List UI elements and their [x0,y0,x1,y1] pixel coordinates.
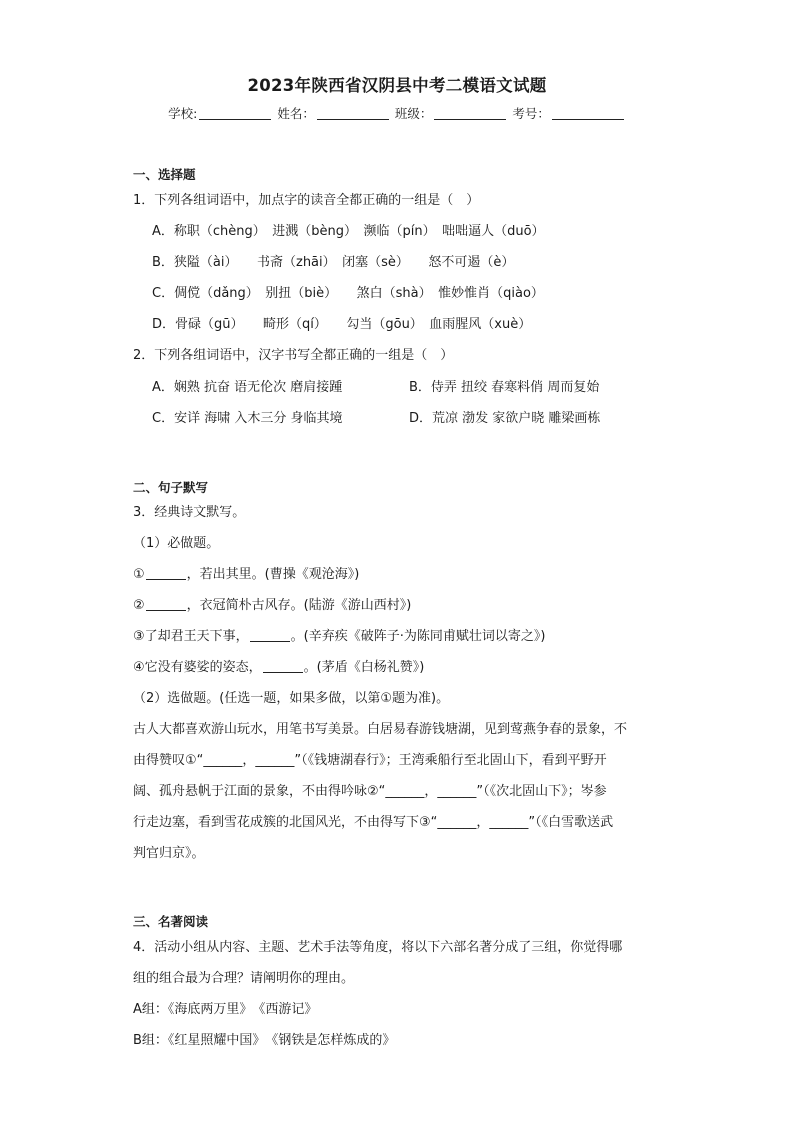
q1-option-a: A．称职（chèng） 进溅（bèng） 濒临（pín） 咄咄逼人（duō） [152,224,545,239]
q3-item-3: ③了却君王天下事， 。(辛弃疾《破阵子·为陈同甫赋壮词以寄之》) [133,629,546,644]
q3-item-4: ④它没有婆娑的姿态， 。(茅盾《白杨礼赞》) [133,660,425,675]
section-heading-dictation: 二、句子默写 [133,480,209,495]
q1-option-b: B．狭隘（ài） 书斋（zhāi） 闭塞（sè） 怒不可遏（è） [152,255,515,270]
section-heading-classics: 三、名著阅读 [133,914,209,929]
exam-no-blank[interactable] [552,106,624,120]
q3-item-2: ② ，衣冠简朴古风存。(陆游《游山西村》) [133,598,412,613]
paragraph-line: 由得赞叹①“______，______”（《钱塘湖春行》；王湾乘船行至北固山下，看到平野开 [133,753,607,768]
q2-option-b: B．侍弄 扭绞 春寒料俏 周而复始 [409,380,600,395]
q1-stem: 1．下列各组词语中，加点字的读音全都正确的一组是（ ） [133,193,480,208]
paragraph-line: 判官归京》。 [133,846,205,861]
q3-item-1: ① ，若出其里。(曹操《观沧海》) [133,567,360,582]
item-number: ① [133,567,145,582]
q3-part2: （2）选做题。(任选一题，如果多做，以第①题为准)。 [133,691,450,706]
q3-stem: 3．经典诗文默写。 [133,505,246,520]
item-number: ② [133,598,145,613]
q1-option-c: C．倜傥（dǎng） 别扭（biè） 煞白（shà） 惟妙惟肖（qiào） [152,286,544,301]
class-blank[interactable] [434,106,506,120]
group-b: B组：《红星照耀中国》 《钢铁是怎样炼成的》 [133,1033,396,1048]
class-label: 班级： [394,106,433,121]
q3-part1: （1）必做题。 [133,536,220,551]
student-info-row [0,104,794,122]
paragraph-line: 阔、孤舟悬帆于江面的景象，不由得吟咏②“______，______”（《次北固山下》；岑参 [133,784,607,799]
q2-option-d: D．荒凉 渤发 家欲户晓 雕梁画栋 [409,411,601,426]
item-number: ④ [133,660,145,675]
name-blank[interactable] [317,106,389,120]
exam-no-label: 考号： [512,106,550,121]
group-a: A组：《海底两万里》 《西游记》 [133,1002,318,1017]
school-label: 学校: [168,106,198,121]
paragraph-line: 组的组合最为合理？请阐明你的理由。 [133,971,355,986]
answer-blank[interactable] [146,567,186,580]
name-label: 姓名： [277,106,315,121]
q1-option-d: D．骨碌（gū） 畸形（qí） 勾当（gōu） 血雨腥风（xuè） [152,317,532,332]
section-heading-choice: 一、选择题 [133,167,196,182]
page-title: 2023年陕西省汉阴县中考二模语文试题 [247,76,547,95]
answer-blank[interactable] [146,598,186,611]
paragraph-line: 4．活动小组从内容、主题、艺术手法等角度，将以下六部名著分成了三组，你觉得哪 [133,940,623,955]
paragraph-line: 古人大都喜欢游山玩水，用笔书写美景。白居易春游钱塘湖，见到莺燕争春的景象，不 [133,722,628,737]
q2-option-c: C．安详 海啸 入木三分 身临其境 [152,411,343,426]
answer-blank[interactable] [263,660,303,673]
paragraph-line: 行走边塞，看到雪花成簇的北国风光，不由得写下③“______，______”（《白雪歌送武 [133,815,614,830]
item-number: ③ [133,629,145,644]
q2-option-a: A．娴熟 抗奋 语无伦次 磨肩接踵 [152,380,343,395]
q4-stem [133,932,663,994]
q2-stem: 2．下列各组词语中，汉字书写全都正确的一组是（ ） [133,348,454,363]
q3-optional-paragraph [133,714,663,869]
school-blank[interactable] [199,106,271,120]
answer-blank[interactable] [250,629,290,642]
